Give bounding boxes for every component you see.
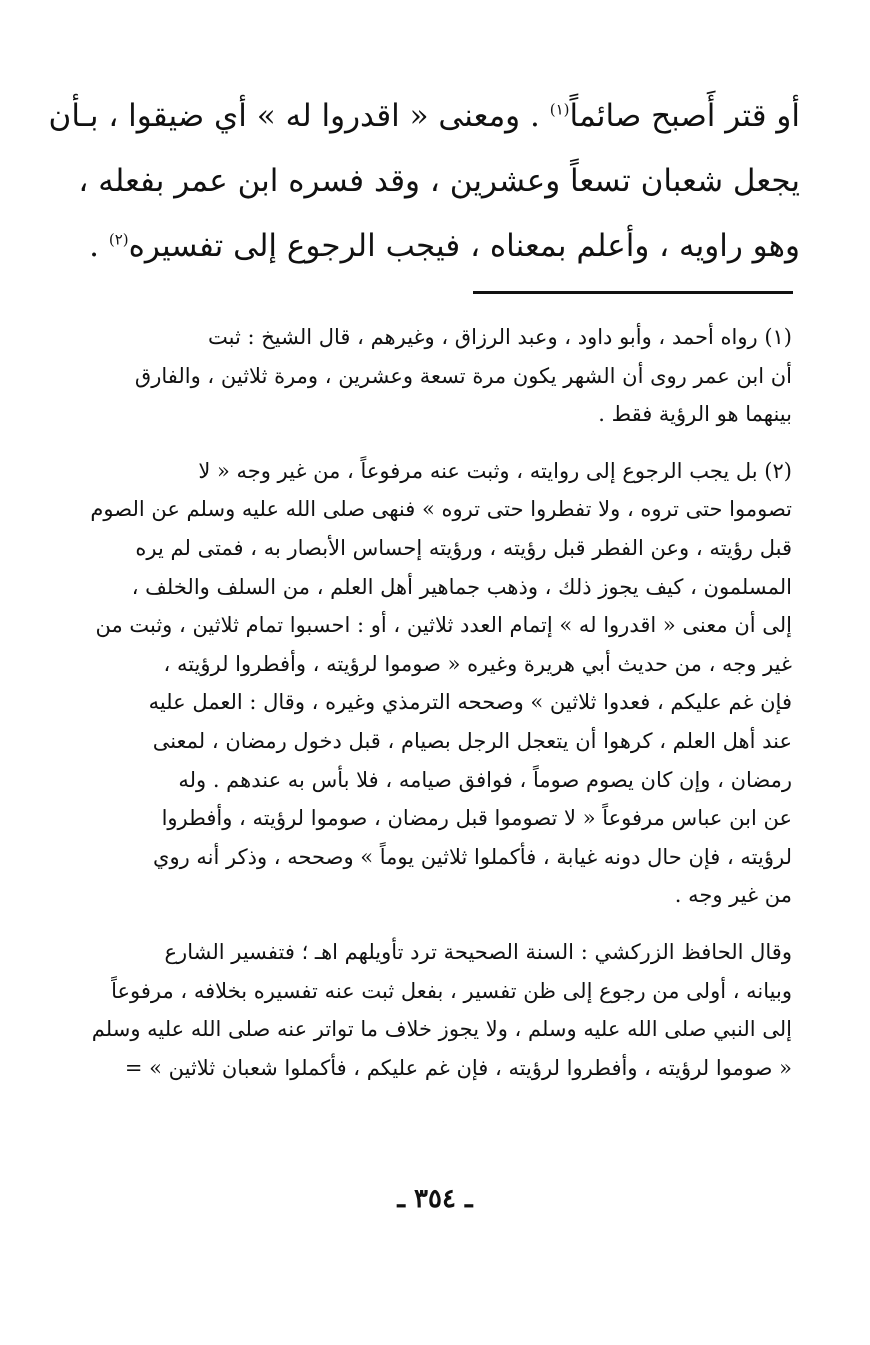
- footnotes: [72, 318, 792, 1087]
- footnote-separator: [473, 291, 793, 294]
- footnote-line: لرؤيته ، فإن حال دونه غيابة ، فأكملوا ثلاثين يوماً » وصححه ، وذكر أنه روي: [153, 844, 792, 869]
- footnote-line: عند أهل العلم ، كرهوا أن يتعجل الرجل بصيام ، قبل دخول رمضان ، لمعنى: [152, 728, 792, 753]
- main-line-2: يجعل شعبان تسعاً وعشرين ، وقد فسره ابن عمر بفعله ،: [78, 163, 800, 199]
- footnote-line: وبيانه ، أولى من رجوع إلى ظن تفسير ، بفعل ثبت عنه تفسيره بخلافه ، مرفوعاً: [111, 978, 792, 1003]
- footnote-line: تصوموا حتى تروه ، ولا تفطروا حتى تروه » فنهى صلى الله عليه وسلم عن الصوم: [90, 497, 792, 522]
- main-line-1: [48, 84, 800, 149]
- footnote-line: أن ابن عمر روى أن الشهر يكون مرة تسعة وعشرين ، ومرة ثلاثين ، والفارق: [134, 363, 792, 388]
- footnote-line: إلى أن معنى « اقدروا له » إتمام العدد ثلاثين ، أو : احسبوا تمام ثلاثين ، وثبت من: [95, 613, 792, 638]
- main-text-segment: وهو راويه ، وأعلم بمعناه ، فيجب الرجوع إلى تفسيره: [128, 228, 800, 264]
- footnote-line: قبل رؤيته ، وعن الفطر قبل رؤيته ، ورؤيته إحساس الأبصار به ، فمتى لم يره: [135, 535, 792, 560]
- footnote-line: بينهما هو الرؤية فقط .: [598, 402, 792, 427]
- footnote-line: عن ابن عباس مرفوعاً « لا تصوموا قبل رمضان ، صوموا لرؤيته ، وأفطروا: [161, 806, 792, 831]
- main-text-segment: . ومعنى « اقدروا له » أي ضيقوا ، بـأن: [48, 98, 550, 134]
- main-text-segment: أو قتر أَصبح صائماً: [569, 98, 800, 134]
- footnote-line: إلى النبي صلى الله عليه وسلم ، ولا يجوز خلاف ما تواتر عنه صلى الله عليه وسلم: [91, 1017, 792, 1042]
- footnote-line: وقال الحافظ الزركشي : السنة الصحيحة ترد تأويلهم اهـ ؛ فتفسير الشارع: [164, 939, 792, 964]
- footnote-line: غير وجه ، من حديث أبي هريرة وغيره « صوموا لرؤيته ، وأفطروا لرؤيته ،: [163, 651, 792, 676]
- footnote-2-continuation: [72, 933, 792, 1087]
- footnote-ref-2: (٢): [108, 230, 129, 249]
- main-text: [48, 84, 800, 279]
- main-line-3: [60, 214, 800, 279]
- footnote-1: [72, 318, 792, 434]
- main-text-segment: .: [89, 228, 109, 264]
- footnote-line: (٢) بل يجب الرجوع إلى روايته ، وثبت عنه مرفوعاً ، من غير وجه « لا: [198, 458, 792, 483]
- footnote-2: [72, 452, 792, 915]
- footnote-line: « صوموا لرؤيته ، وأفطروا لرؤيته ، فإن غم عليكم ، فأكملوا شعبان ثلاثين » =: [124, 1055, 792, 1080]
- footnote-line: فإن غم عليكم ، فعدوا ثلاثين » وصححه الترمذي وغيره ، وقال : العمل عليه: [148, 690, 792, 715]
- footnote-line: (١) رواه أحمد ، وأبو داود ، وعبد الرزاق ، وغيرهم ، قال الشيخ : ثبت: [207, 325, 792, 349]
- footnote-line: المسلمون ، كيف يجوز ذلك ، وذهب جماهير أهل العلم ، من السلف والخلف ،: [131, 574, 792, 599]
- footnote-ref-1: (١): [549, 100, 570, 119]
- footnote-line: رمضان ، وإن كان يصوم صوماً ، فوافق صيامه ، فلا بأس به عندهم . وله: [178, 767, 792, 792]
- page-number: ـ ٣٥٤ ـ: [397, 1184, 473, 1214]
- footnote-line: من غير وجه .: [674, 883, 792, 908]
